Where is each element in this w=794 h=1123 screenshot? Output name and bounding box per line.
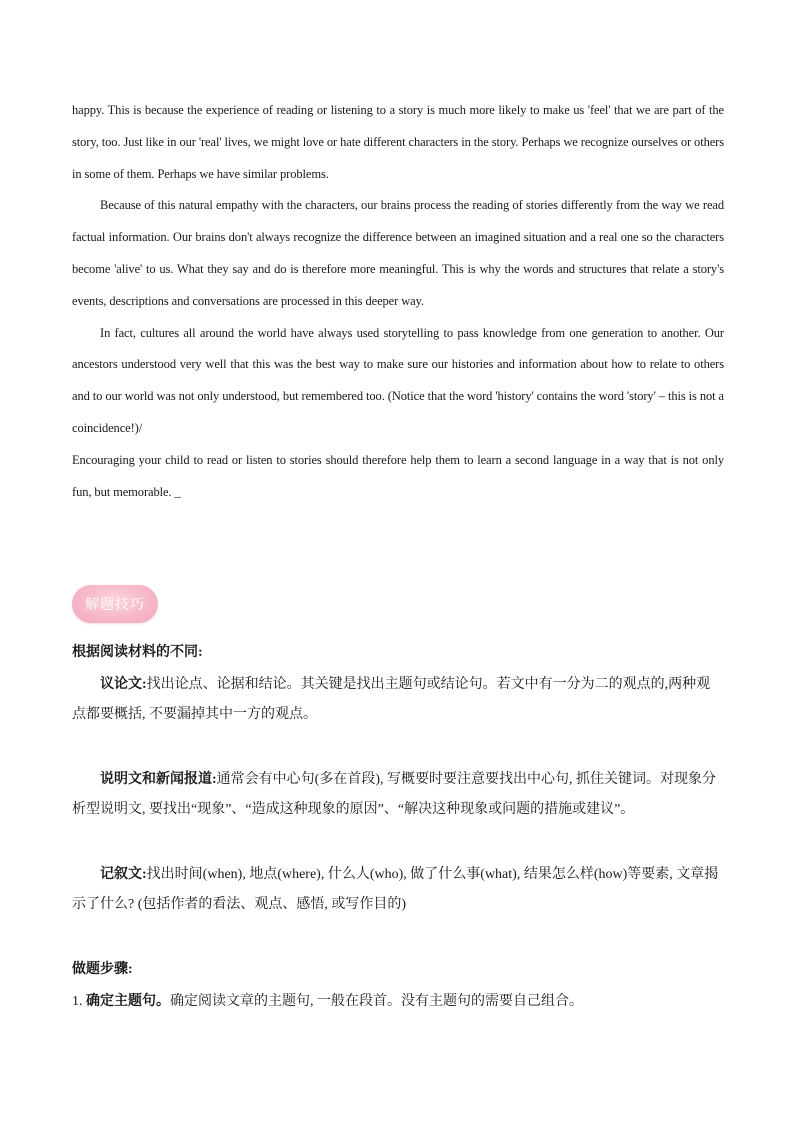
step-1-text: 确定阅读文章的主题句, 一般在段首。没有主题句的需要自己组合。 — [170, 994, 583, 1009]
tip-argument-text: 找出论点、论据和结论。其关键是找出主题句或结论句。若文中有一分为二的观点的,两种观点都要概括, 不要漏掉其中一方的观点。 — [72, 677, 711, 722]
tip-narrative-text: 找出时间(when), 地点(where), 什么人(who), 做了什么事(what), 结果怎么样(how)等要素, 文章揭示了什么? (包括作者的看法、观点、感悟, 或写作目的) — [72, 867, 719, 912]
tip-expository-text: 通常会有中心句(多在首段), 写概要时要注意要找出中心句, 抓住关键词。对现象分析型说明文, 要找出“现象”、“造成这种现象的原因”、“解决这种现象或问题的措施或建议”。 — [72, 772, 716, 817]
tips-heading-block — [72, 638, 724, 668]
tip-expository-label: 说明文和新闻报道: — [100, 772, 217, 787]
tip-narrative — [72, 860, 724, 920]
tips-badge-label: 解题技巧 — [85, 597, 145, 613]
tips-heading: 根据阅读材料的不同: — [72, 645, 203, 660]
step-1 — [72, 987, 724, 1017]
passage-paragraph-1: happy. This is because the experience of reading or listening to a story is much more likely to make us 'feel' that we are part of the story, too. Just like in our 'real' lives, we might love or hate different characters in the story. Perhaps we recognize ourselves or others in some of them. Perhaps we have similar problems. — [72, 103, 724, 181]
tip-narrative-label: 记叙文: — [100, 867, 147, 882]
passage-paragraph-3: In fact, cultures all around the world have always used storytelling to pass knowledge from one generation to another. Our ancestors understood very well that this was the best way to make sure our histories and information about how to relate to others and to our world was not only understood, but remembered too. (Notice that the word 'history' contains the word 'story' – this is not a coincidence!)/ — [72, 325, 724, 435]
english-passage — [72, 95, 724, 508]
tips-badge — [72, 585, 158, 623]
step-1-number: 1. — [72, 994, 83, 1009]
tip-argument — [72, 670, 724, 730]
tip-expository — [72, 765, 724, 825]
passage-paragraph-4: Encouraging your child to read or listen to stories should therefore help them to learn a second language in a way that is not only fun, but memorable. _ — [72, 452, 724, 499]
steps-heading-block — [72, 955, 724, 985]
passage-paragraph-2: Because of this natural empathy with the characters, our brains process the reading of stories differently from the way we read factual information. Our brains don't always recognize the difference between an imagined situation and a real one so the characters become 'alive' to us. What they say and do is therefore more meaningful. This is why the words and structures that relate a story's events, descriptions and conversations are processed in this deeper way. — [72, 198, 724, 308]
steps-heading: 做题步骤: — [72, 962, 133, 977]
step-1-label: 确定主题句。 — [86, 994, 170, 1009]
tip-argument-label: 议论文: — [100, 677, 147, 692]
